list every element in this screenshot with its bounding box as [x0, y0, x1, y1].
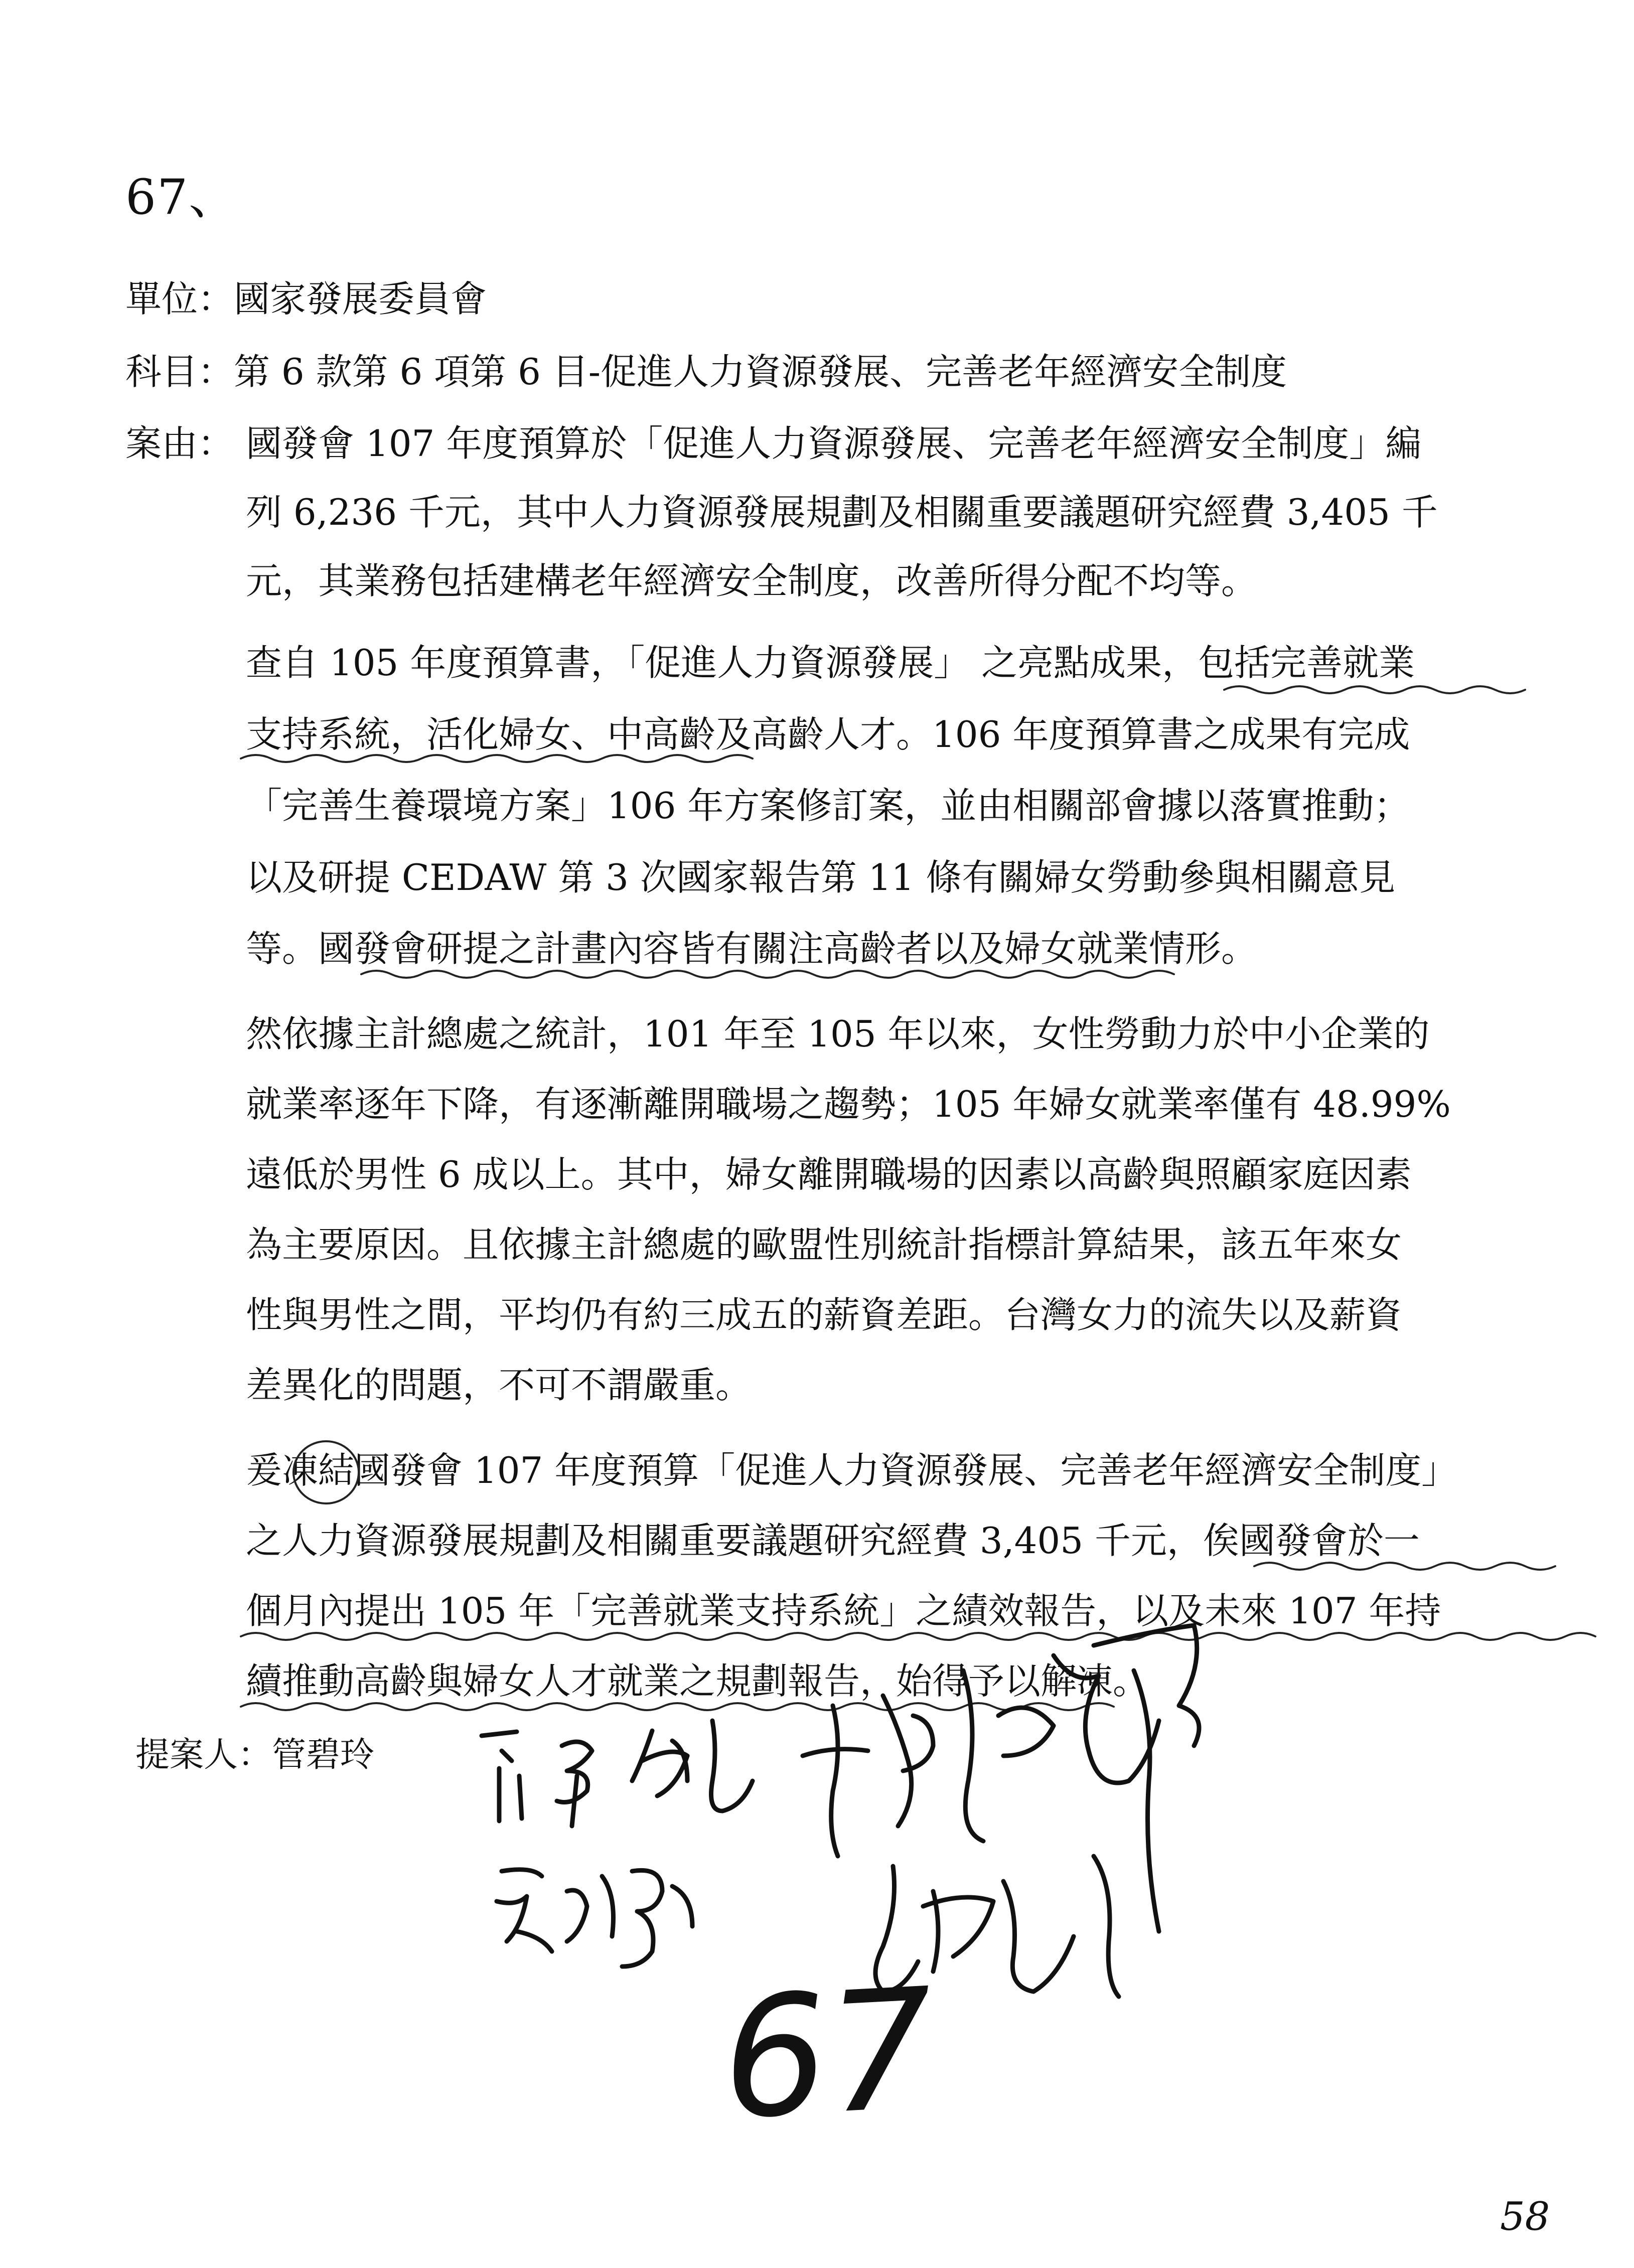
subject-label: 科目：	[125, 351, 234, 393]
unit-field	[125, 278, 487, 320]
paragraph-line: 查自 105 年度預算書，「促進人力資源發展」 之亮點成果，包括完善就業	[246, 642, 1415, 684]
paragraph-line: 遠低於男性 6 成以上。其中，婦女離開職場的因素以高齡與照顧家庭因素	[246, 1153, 1412, 1195]
reason-label: 案由：	[125, 422, 234, 465]
paragraph-line: 以及研提 CEDAW 第 3 次國家報告第 11 條有關婦女勞動參與相關意見	[246, 856, 1396, 898]
paragraph-line: 為主要原因。且依據主計總處的歐盟性別統計指標計算結果，該五年來女	[246, 1224, 1402, 1266]
paragraph-line: 個月內提出 105 年「完善就業支持系統」之績效報告，以及未來 107 年持	[246, 1590, 1441, 1632]
paragraph-line: 「完善生養環境方案」106 年方案修訂案，並由相關部會據以落實推動；	[246, 785, 1410, 827]
reason-label-row	[125, 422, 234, 465]
paragraph-line: 續推動高齡與婦女人才就業之規劃報告，始得予以解凍。	[246, 1660, 1149, 1702]
unit-value: 國家發展委員會	[234, 278, 487, 320]
paragraph-line: 性與男性之間，平均仍有約三成五的薪資差距。台灣女力的流失以及薪資	[246, 1294, 1402, 1336]
paragraph-line: 差異化的問題，不可不謂嚴重。	[246, 1364, 752, 1406]
underline-mark	[361, 971, 1174, 978]
paragraph-line: 之人力資源發展規劃及相關重要議題研究經費 3,405 千元，俟國發會於一	[246, 1520, 1420, 1562]
unit-label: 單位：	[125, 278, 234, 320]
paragraph-line: 然依據主計總處之統計，101 年至 105 年以來，女性勞動力於中小企業的	[246, 1013, 1430, 1055]
item-number: 67、	[125, 169, 238, 225]
subject-value: 第 6 款第 6 項第 6 目-促進人力資源發展、完善老年經濟安全制度	[234, 351, 1287, 393]
reason-line: 元，其業務包括建構老年經濟安全制度，改善所得分配不均等。	[246, 560, 1258, 602]
reason-line: 國發會 107 年度預算於「促進人力資源發展、完善老年經濟安全制度」編	[246, 422, 1422, 465]
paragraph-line: 支持系統，活化婦女、中高齡及高齡人才。106 年度預算書之成果有完成	[246, 713, 1410, 755]
proposer-line: 提案人：管碧玲	[135, 1735, 375, 1775]
underline-mark	[241, 1703, 1114, 1710]
reason-line: 列 6,236 千元，其中人力資源發展規劃及相關重要議題研究經費 3,405 千	[246, 491, 1438, 533]
underline-mark	[241, 755, 753, 762]
underline-mark	[1224, 686, 1525, 693]
handwritten-page-number: 67	[717, 1952, 938, 2156]
subject-field	[125, 351, 1287, 393]
underline-mark	[1254, 1563, 1555, 1570]
underline-mark	[241, 1633, 1595, 1640]
paragraph-line: 等。國發會研提之計畫內容皆有關注高齡者以及婦女就業情形。	[246, 928, 1258, 970]
paragraph-line: 就業率逐年下降，有逐漸離開職場之趨勢；105 年婦女就業率僅有 48.99%	[246, 1083, 1451, 1125]
paragraph-line: 爰凍結國發會 107 年度預算「促進人力資源發展、完善老年經濟安全制度」	[246, 1449, 1458, 1491]
page-number: 58	[1500, 2194, 1550, 2239]
